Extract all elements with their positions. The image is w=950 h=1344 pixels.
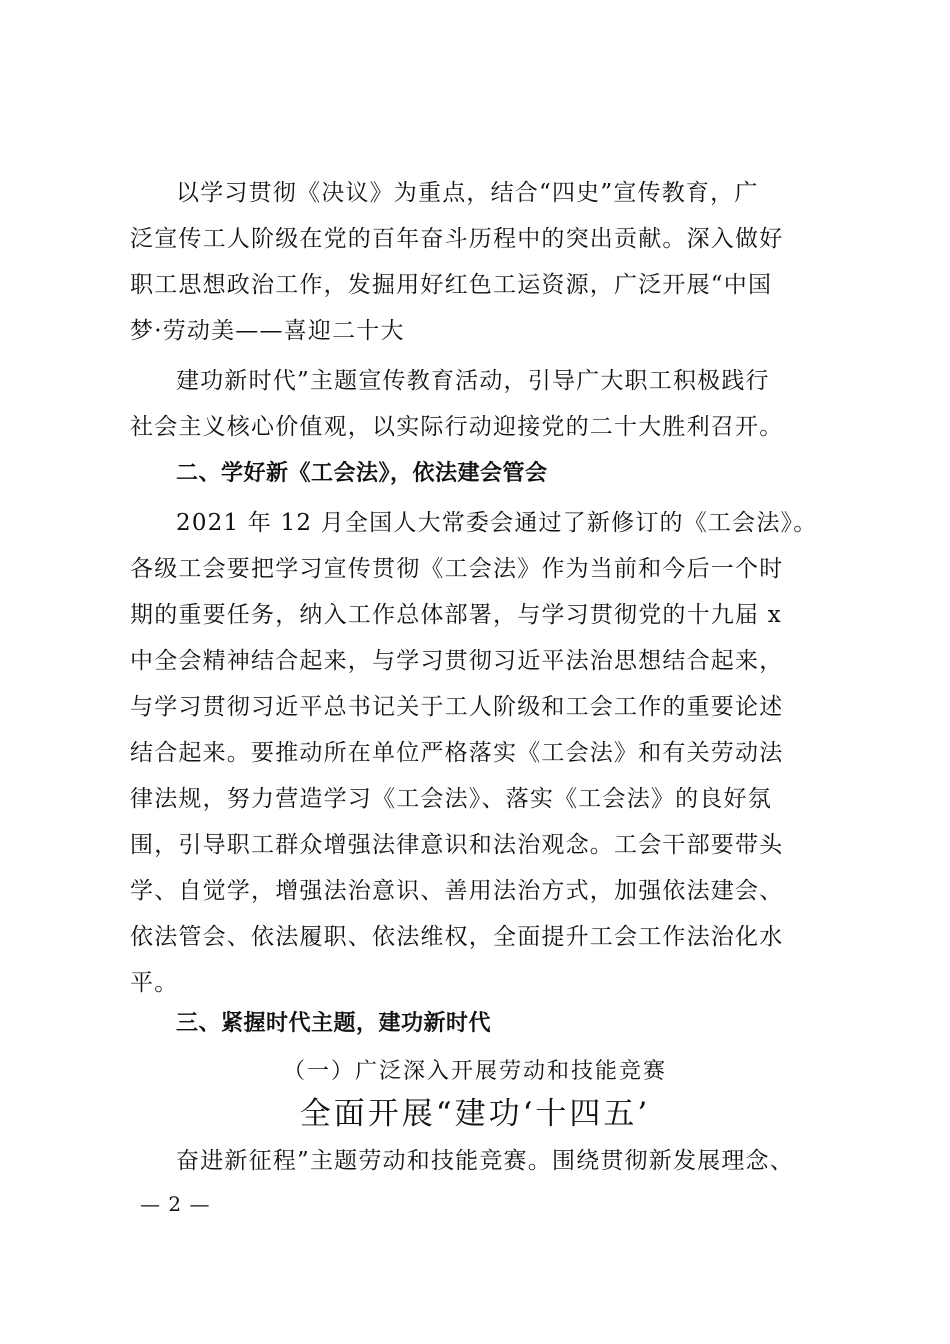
paragraph-line: 围，引导职工群众增强法律意识和法治观念。工会干部要带头	[130, 832, 784, 858]
paragraph-1	[130, 170, 820, 354]
subsection-heading-1: （一）广泛深入开展劳动和技能竞赛	[282, 1059, 667, 1084]
paragraph-line: 职工思想政治工作，发掘用好红色工运资源，广泛开展“中国	[130, 272, 773, 298]
paragraph-line: 依法管会、依法履职、依法维权，全面提升工会工作法治化水	[130, 924, 784, 950]
activity-title: 全面开展“建功‘十四五’	[299, 1096, 651, 1132]
paragraph-4	[130, 1138, 820, 1184]
paragraph-2	[130, 358, 820, 450]
paragraph-line: 律法规，努力营造学习《工会法》、落实《工会法》的良好氛	[130, 786, 772, 812]
paragraph-line: 与学习贯彻习近平总书记关于工人阶级和工会工作的重要论述	[130, 694, 784, 720]
paragraph-line: 期的重要任务，纳入工作总体部署，与学习贯彻党的十九届 x	[130, 602, 782, 628]
paragraph-line: 社会主义核心价值观，以实际行动迎接党的二十大胜利召开。	[130, 414, 784, 440]
paragraph-line: 建功新时代”主题宣传教育活动，引导广大职工积极践行	[176, 368, 770, 394]
paragraph-line: 中全会精神结合起来，与学习贯彻习近平法治思想结合起来，	[130, 648, 784, 674]
page-number: — 2 —	[140, 1192, 211, 1216]
paragraph-line: 奋进新征程”主题劳动和技能竞赛。围绕贯彻新发展理念、	[176, 1148, 794, 1174]
paragraph-line: 各级工会要把学习宣传贯彻《工会法》作为当前和今后一个时	[130, 556, 784, 582]
paragraph-line: 以学习贯彻《决议》为重点，结合“四史”宣传教育，广	[176, 180, 759, 206]
paragraph-line: 学、自觉学，增强法治意识、善用法治方式，加强依法建会、	[130, 878, 784, 904]
paragraph-line: 2021 年 12 月全国人大常委会通过了新修订的《工会法》。	[176, 510, 818, 536]
paragraph-line: 平。	[130, 970, 179, 996]
section-heading-2: 二、学好新《工会法》，依法建会管会	[176, 461, 548, 486]
paragraph-line: 泛宣传工人阶级在党的百年奋斗历程中的突出贡献。深入做好	[130, 226, 784, 252]
section-heading-3: 三、紧握时代主题，建功新时代	[176, 1011, 492, 1036]
paragraph-line: 梦·劳动美——喜迎二十大	[130, 318, 405, 344]
paragraph-3	[130, 500, 820, 1006]
paragraph-line: 结合起来。要推动所在单位严格落实《工会法》和有关劳动法	[130, 740, 784, 766]
